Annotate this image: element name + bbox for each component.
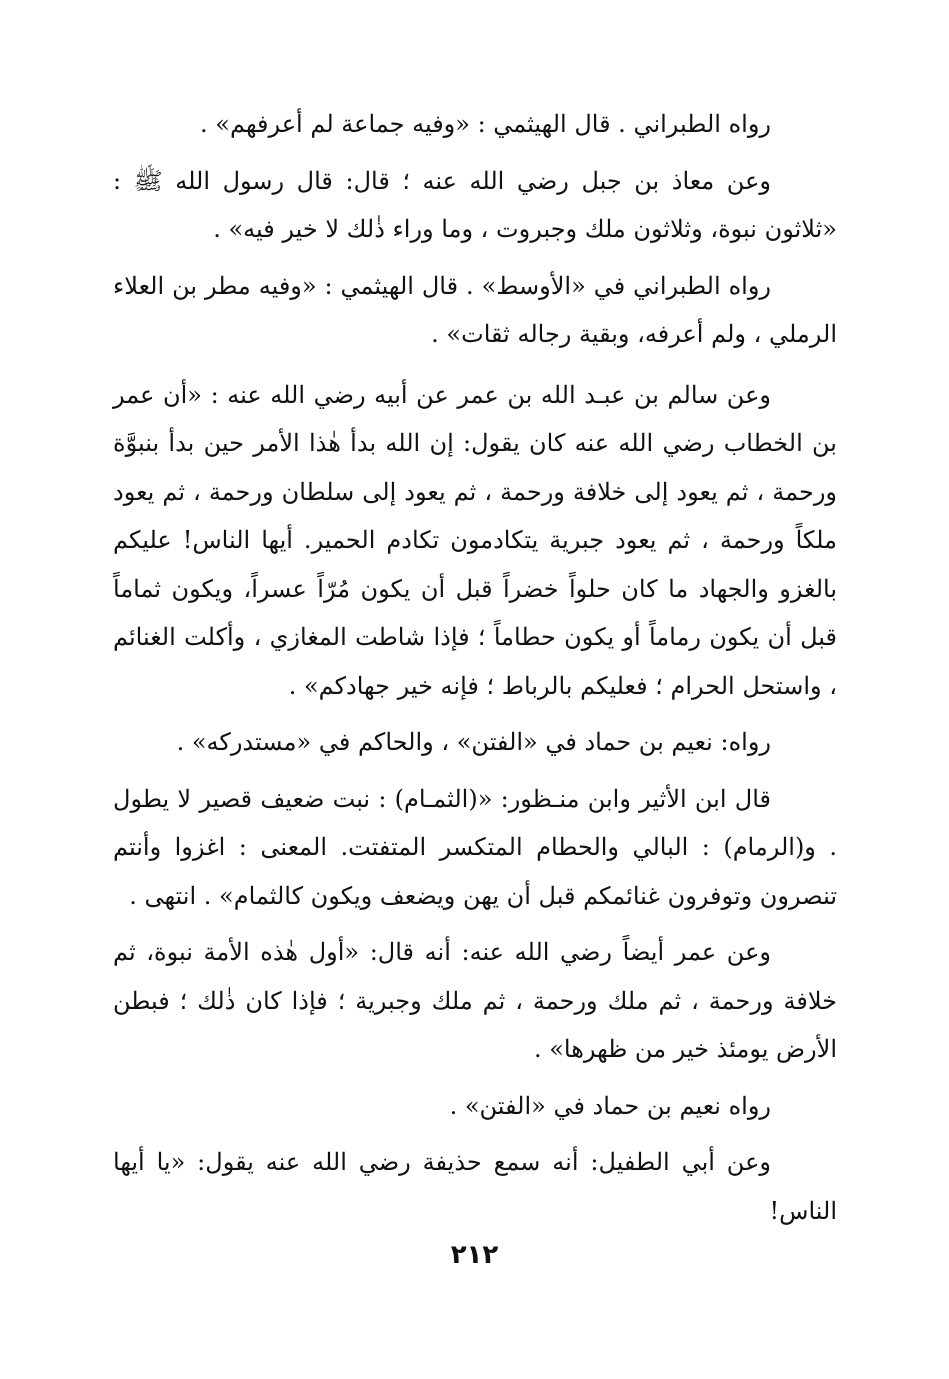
- paragraph-abu-tufayl-hadith: وعن أبي الطفيل: أنه سمع حذيفة رضي الله عنه يقول: «يا أيها الناس!: [113, 1148, 837, 1225]
- paragraph-ibn-athir-explanation: قال ابن الأثير وابن منـظور: «(الثمـام) : نبت ضعيف قصير لا يطول . و(الرمام) : البالي والحطام المتكسر المتفتت. المعنى : اغزوا وأنتم تنصرون وتوفرون غنائمكم قبل أن يهن ويضعف ويكون كالثمام» . انتهى .: [113, 784, 837, 910]
- paragraph-tabarani-attribution: رواه الطبراني . قال الهيثمي : «وفيه جماعة لم أعرفهم» .: [200, 110, 771, 138]
- page-body: [113, 100, 837, 1243]
- paragraph-umar-hadith: وعن عمر أيضاً رضي الله عنه: أنه قال: «أول هٰذه الأمة نبوة، ثم خلافة ورحمة ، ثم ملك ورحمة ، ثم ملك وجبرية ؛ فإذا كان ذٰلك ؛ فبطن الأرض يومئذ خير من ظهرها» .: [113, 938, 837, 1063]
- page-number: ٢١٢: [450, 1240, 499, 1270]
- paragraph-muadh-hadith: وعن معاذ بن جبل رضي الله عنه ؛ قال: قال رسول الله ﷺ : «ثلاثون نبوة، وثلاثون ملك وجبروت ، وما وراء ذٰلك لا خير فيه» .: [113, 166, 837, 243]
- paragraph-salim-hadith: وعن سالم بن عبـد الله بن عمر عن أبيه رضي الله عنه : «أن عمر بن الخطاب رضي الله عنه كان يقول: إن الله بدأ هٰذا الأمر حين بدأ بنبوَّة ورحمة ، ثم يعود إلى خلافة ورحمة ، ثم يعود إلى سلطان ورحمة ، ثم يعود ملكاً ورحمة ، ثم يعود جبرية يتكادمون تكادم الحمير. أيها الناس! عليكم بالغزو والجهاد ما كان حلواً خضراً قبل أن يكون مُرّاً عسراً، ويكون ثماماً قبل أن يكون رماماً أو يكون حطاماً ؛ فإذا شاطت المغازي ، وأكلت الغنائم ، واستحل الحرام ؛ فعليكم بالرباط ؛ فإنه خير جهادكم» .: [113, 380, 837, 700]
- paragraph-nuaym-attribution: رواه نعيم بن حماد في «الفتن» .: [449, 1091, 771, 1120]
- paragraph-awsat-attribution: رواه الطبراني في «الأوسط» . قال الهيثمي : «وفيه مطر بن العلاء الرملي ، ولم أعرفه، وبقية رجاله ثقات» .: [113, 271, 837, 348]
- paragraph-nuaym-hakim-attribution: رواه: نعيم بن حماد في «الفتن» ، والحاكم في «مستدركه» .: [176, 728, 771, 756]
